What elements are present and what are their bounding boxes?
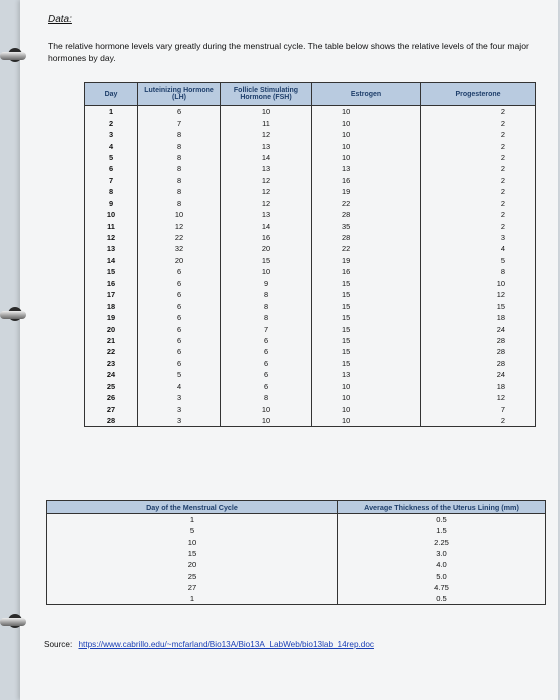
cell-day: 15: [85, 266, 138, 277]
cell-estrogen: 15: [312, 278, 421, 289]
cell-day: 7: [85, 175, 138, 186]
cell-lh: 6: [138, 289, 221, 300]
cell-lh: 8: [138, 152, 221, 163]
cell-lh: 8: [138, 129, 221, 140]
cell-progesterone: 2: [421, 129, 536, 140]
table-row: [85, 403, 536, 414]
cell-day: 4: [85, 140, 138, 151]
table-row: [85, 255, 536, 266]
cell-thickness: 0.5: [338, 593, 546, 605]
table-row: [85, 220, 536, 231]
table-row: [85, 106, 536, 118]
table-row: [85, 186, 536, 197]
table-row: [47, 548, 546, 559]
cell-fsh: 12: [221, 129, 312, 140]
cell-progesterone: 28: [421, 346, 536, 357]
cell-fsh: 6: [221, 358, 312, 369]
cell-fsh: 10: [221, 403, 312, 414]
cell-estrogen: 10: [312, 392, 421, 403]
cell-fsh: 7: [221, 323, 312, 334]
cell-day: 19: [85, 312, 138, 323]
cell-fsh: 6: [221, 369, 312, 380]
cell-estrogen: 15: [312, 300, 421, 311]
cell-lh: 8: [138, 140, 221, 151]
cell-lh: 6: [138, 106, 221, 118]
cell-thickness: 5.0: [338, 570, 546, 581]
cell-day: 8: [85, 186, 138, 197]
table-row: [85, 175, 536, 186]
table-row: [47, 593, 546, 605]
cell-progesterone: 4: [421, 243, 536, 254]
source-link[interactable]: https://www.cabrillo.edu/~mcfarland/Bio13A/Bio13A_LabWeb/bio13lab_14rep.doc: [78, 640, 374, 649]
cell-progesterone: 12: [421, 289, 536, 300]
cell-fsh: 10: [221, 266, 312, 277]
cell-lh: 6: [138, 278, 221, 289]
cell-cycle-day: 15: [47, 548, 338, 559]
table-row: [85, 266, 536, 277]
cell-cycle-day: 5: [47, 525, 338, 536]
cell-day: 1: [85, 106, 138, 118]
cell-estrogen: 19: [312, 186, 421, 197]
cell-lh: 6: [138, 323, 221, 334]
cell-lh: 7: [138, 117, 221, 128]
cell-estrogen: 10: [312, 117, 421, 128]
cell-estrogen: 28: [312, 232, 421, 243]
cell-day: 12: [85, 232, 138, 243]
binder-ring: [0, 311, 26, 319]
binder-ring: [0, 618, 26, 626]
table-row: [85, 129, 536, 140]
cell-fsh: 14: [221, 220, 312, 231]
table-row: [47, 525, 546, 536]
column-header-lh: Luteinizing Hormone (LH): [138, 83, 221, 106]
cell-progesterone: 2: [421, 186, 536, 197]
table-row: [85, 415, 536, 427]
cell-fsh: 16: [221, 232, 312, 243]
cell-cycle-day: 27: [47, 582, 338, 593]
cell-fsh: 12: [221, 198, 312, 209]
cell-lh: 20: [138, 255, 221, 266]
hormone-levels-table: [84, 82, 536, 427]
cell-progesterone: 2: [421, 140, 536, 151]
cell-day: 26: [85, 392, 138, 403]
cell-fsh: 12: [221, 186, 312, 197]
cell-thickness: 4.75: [338, 582, 546, 593]
cell-estrogen: 15: [312, 312, 421, 323]
cell-progesterone: 24: [421, 323, 536, 334]
cell-progesterone: 8: [421, 266, 536, 277]
cell-lh: 3: [138, 403, 221, 414]
table-row: [85, 117, 536, 128]
column-header-estrogen: Estrogen: [312, 83, 421, 106]
table-row: [85, 392, 536, 403]
cell-day: 27: [85, 403, 138, 414]
cell-day: 9: [85, 198, 138, 209]
source-label: Source:: [44, 640, 73, 649]
cell-thickness: 0.5: [338, 514, 546, 526]
cell-lh: 6: [138, 335, 221, 346]
cell-fsh: 12: [221, 175, 312, 186]
table-row: [85, 243, 536, 254]
cell-progesterone: 18: [421, 381, 536, 392]
cell-day: 11: [85, 220, 138, 231]
cell-fsh: 13: [221, 163, 312, 174]
cell-progesterone: 2: [421, 117, 536, 128]
cell-fsh: 20: [221, 243, 312, 254]
table-row: [85, 369, 536, 380]
cell-day: 10: [85, 209, 138, 220]
cell-fsh: 14: [221, 152, 312, 163]
table-row: [47, 570, 546, 581]
table-row: [47, 559, 546, 570]
cell-estrogen: 10: [312, 106, 421, 118]
cell-lh: 6: [138, 346, 221, 357]
uterus-thickness-table: [46, 500, 546, 605]
table-row: [85, 335, 536, 346]
cell-estrogen: 10: [312, 415, 421, 427]
cell-progesterone: 24: [421, 369, 536, 380]
cell-fsh: 13: [221, 209, 312, 220]
cell-progesterone: 3: [421, 232, 536, 243]
cell-estrogen: 16: [312, 175, 421, 186]
intro-text: The relative hormone levels vary greatly during the menstrual cycle. The table below shows the relative levels of the four major hormones by day.: [48, 41, 529, 63]
cell-day: 3: [85, 129, 138, 140]
cell-lh: 5: [138, 369, 221, 380]
table-row: [85, 346, 536, 357]
cell-lh: 3: [138, 392, 221, 403]
cell-day: 21: [85, 335, 138, 346]
cell-lh: 8: [138, 186, 221, 197]
column-header-progesterone: Progesterone: [421, 83, 536, 106]
cell-estrogen: 10: [312, 381, 421, 392]
cell-day: 6: [85, 163, 138, 174]
cell-day: 24: [85, 369, 138, 380]
table-row: [85, 198, 536, 209]
cell-estrogen: 10: [312, 129, 421, 140]
cell-progesterone: 2: [421, 106, 536, 118]
cell-cycle-day: 20: [47, 559, 338, 570]
cell-day: 23: [85, 358, 138, 369]
cell-lh: 8: [138, 175, 221, 186]
cell-estrogen: 10: [312, 403, 421, 414]
uterus-table-header-row: [47, 501, 546, 514]
cell-estrogen: 35: [312, 220, 421, 231]
cell-estrogen: 10: [312, 140, 421, 151]
cell-progesterone: 2: [421, 152, 536, 163]
cell-fsh: 8: [221, 300, 312, 311]
cell-estrogen: 15: [312, 289, 421, 300]
table-row: [85, 209, 536, 220]
cell-cycle-day: 10: [47, 537, 338, 548]
cell-progesterone: 28: [421, 335, 536, 346]
cell-thickness: 1.5: [338, 525, 546, 536]
cell-lh: 4: [138, 381, 221, 392]
cell-estrogen: 15: [312, 358, 421, 369]
cell-lh: 8: [138, 163, 221, 174]
cell-estrogen: 15: [312, 323, 421, 334]
cell-day: 25: [85, 381, 138, 392]
cell-estrogen: 19: [312, 255, 421, 266]
binder-ring: [0, 52, 26, 60]
table-row: [85, 140, 536, 151]
cell-day: 17: [85, 289, 138, 300]
cell-thickness: 2.25: [338, 537, 546, 548]
cell-fsh: 8: [221, 312, 312, 323]
cell-fsh: 6: [221, 335, 312, 346]
table-row: [85, 163, 536, 174]
cell-lh: 6: [138, 266, 221, 277]
cell-estrogen: 13: [312, 369, 421, 380]
cell-fsh: 10: [221, 415, 312, 427]
cell-fsh: 9: [221, 278, 312, 289]
cell-progesterone: 12: [421, 392, 536, 403]
table-row: [85, 289, 536, 300]
column-header-fsh: Follicle Stimulating Hormone (FSH): [221, 83, 312, 106]
cell-lh: 12: [138, 220, 221, 231]
cell-progesterone: 2: [421, 220, 536, 231]
table-row: [47, 514, 546, 526]
table-row: [85, 312, 536, 323]
cell-progesterone: 18: [421, 312, 536, 323]
cell-estrogen: 13: [312, 163, 421, 174]
table-row: [85, 323, 536, 334]
table-row: [47, 537, 546, 548]
table-row: [85, 152, 536, 163]
cell-thickness: 3.0: [338, 548, 546, 559]
cell-day: 13: [85, 243, 138, 254]
cell-progesterone: 2: [421, 415, 536, 427]
table-row: [85, 278, 536, 289]
cell-cycle-day: 25: [47, 570, 338, 581]
cell-cycle-day: 1: [47, 514, 338, 526]
cell-progesterone: 2: [421, 163, 536, 174]
cell-estrogen: 10: [312, 152, 421, 163]
cell-day: 28: [85, 415, 138, 427]
cell-day: 18: [85, 300, 138, 311]
cell-lh: 6: [138, 300, 221, 311]
cell-day: 20: [85, 323, 138, 334]
table-row: [85, 232, 536, 243]
cell-lh: 3: [138, 415, 221, 427]
cell-fsh: 6: [221, 381, 312, 392]
cell-progesterone: 10: [421, 278, 536, 289]
cell-day: 2: [85, 117, 138, 128]
cell-thickness: 4.0: [338, 559, 546, 570]
cell-estrogen: 22: [312, 243, 421, 254]
cell-lh: 8: [138, 198, 221, 209]
cell-fsh: 8: [221, 289, 312, 300]
cell-day: 16: [85, 278, 138, 289]
cell-estrogen: 22: [312, 198, 421, 209]
cell-estrogen: 28: [312, 209, 421, 220]
table-row: [85, 300, 536, 311]
cell-lh: 10: [138, 209, 221, 220]
cell-lh: 22: [138, 232, 221, 243]
cell-fsh: 6: [221, 346, 312, 357]
cell-progesterone: 28: [421, 358, 536, 369]
source-line: [44, 640, 374, 649]
cell-progesterone: 2: [421, 209, 536, 220]
column-header-day: Day: [85, 83, 138, 106]
table-row: [85, 381, 536, 392]
worksheet-page: [20, 0, 558, 700]
cell-estrogen: 15: [312, 346, 421, 357]
table-row: [47, 582, 546, 593]
cell-fsh: 15: [221, 255, 312, 266]
cell-progesterone: 5: [421, 255, 536, 266]
cell-fsh: 13: [221, 140, 312, 151]
cell-fsh: 11: [221, 117, 312, 128]
cell-day: 5: [85, 152, 138, 163]
cell-progesterone: 2: [421, 175, 536, 186]
cell-lh: 6: [138, 312, 221, 323]
hormone-table-header-row: [85, 83, 536, 106]
cell-progesterone: 2: [421, 198, 536, 209]
cell-day: 22: [85, 346, 138, 357]
cell-progesterone: 15: [421, 300, 536, 311]
cell-lh: 6: [138, 358, 221, 369]
table-row: [85, 358, 536, 369]
cell-lh: 32: [138, 243, 221, 254]
cell-estrogen: 16: [312, 266, 421, 277]
cell-fsh: 8: [221, 392, 312, 403]
cell-day: 14: [85, 255, 138, 266]
column-header-cycle-day: Day of the Menstrual Cycle: [47, 501, 338, 514]
cell-fsh: 10: [221, 106, 312, 118]
data-heading: Data:: [48, 14, 72, 25]
cell-cycle-day: 1: [47, 593, 338, 605]
cell-estrogen: 15: [312, 335, 421, 346]
cell-progesterone: 7: [421, 403, 536, 414]
column-header-thickness: Average Thickness of the Uterus Lining (mm): [338, 501, 546, 514]
